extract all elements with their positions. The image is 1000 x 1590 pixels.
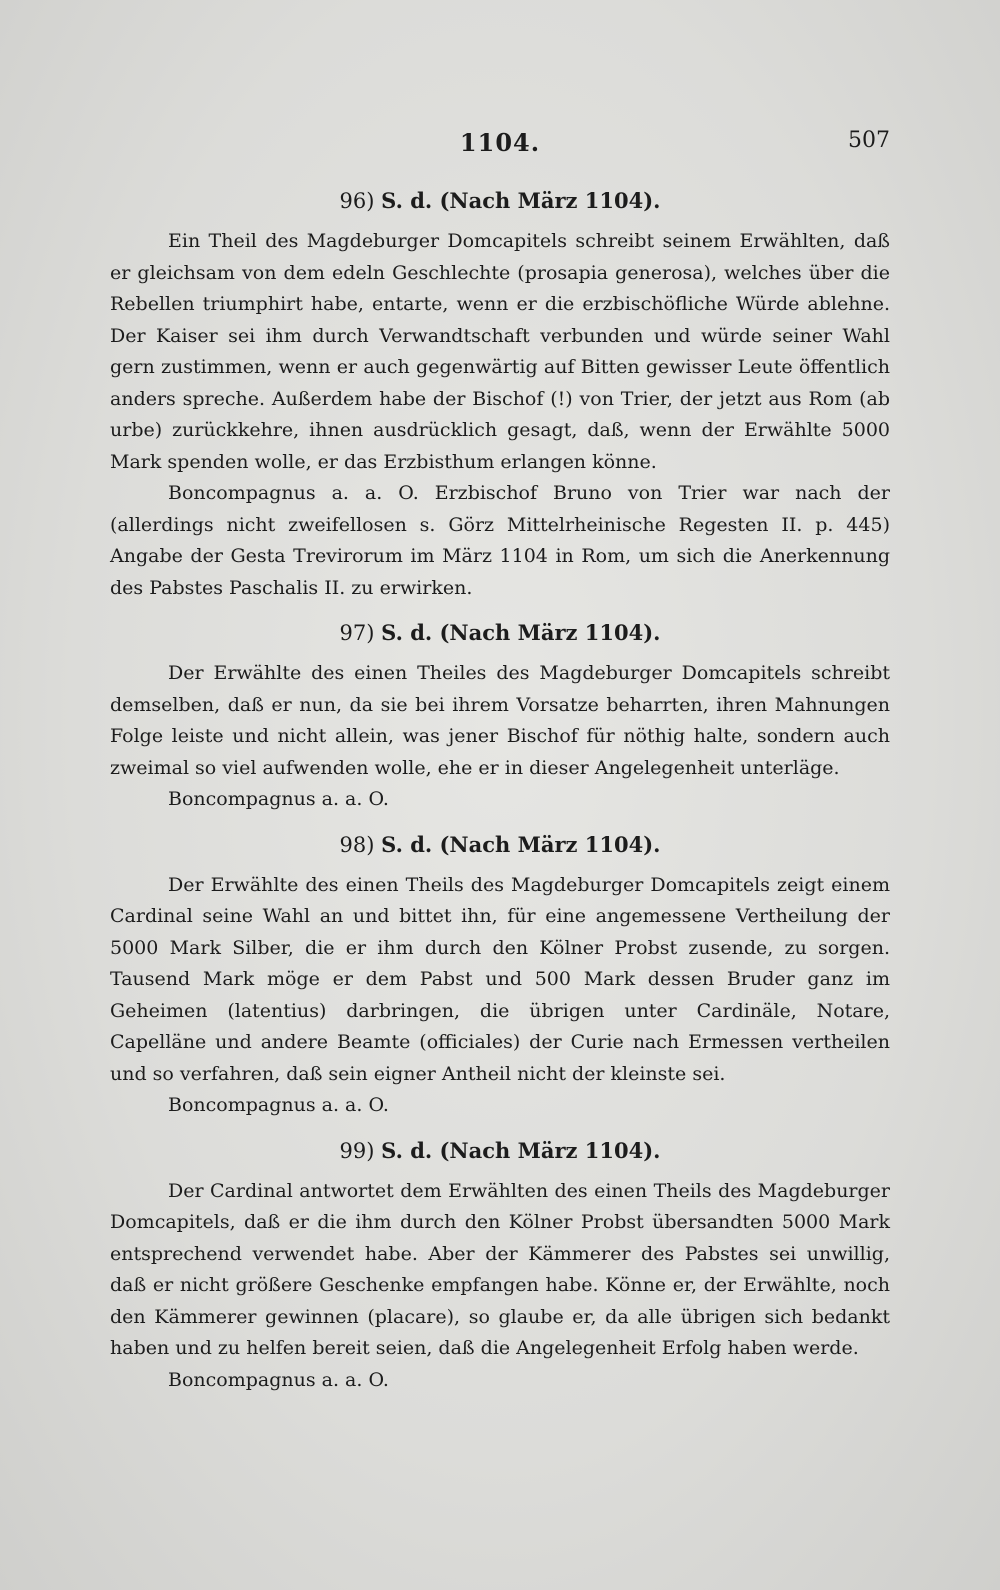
entry-body: Der Cardinal antwortet dem Erwählten des einen Theils des Magdeburger Domcapitels, daß er die ihm durch den Kölner Probst übersandten 5000 Mark entsprechend verwendet habe. Aber der Kämmerer des Pabstes sei unwillig, daß er nicht größere Geschenke empfangen habe. Könne er, der Erwählte, noch den Kämmerer gewinnen (placare), so glaube er, da alle übrigen sich bedankt haben und zu helfen bereit seien, daß die Angelegenheit Erfolg haben werde. [110, 1179, 890, 1359]
entry-96 [110, 186, 890, 604]
entry-heading [110, 186, 890, 216]
entry-heading [110, 830, 890, 860]
entry-body: Ein Theil des Magdeburger Domcapitels schreibt seinem Erwählten, daß er gleichsam von dem edeln Geschlechte (prosapia generosa), welches über die Rebellen triumphirt habe, entarte, wenn er die erzbischöfliche Würde ablehne. Der Kaiser sei ihm durch Verwandtschaft verbunden und würde seiner Wahl gern zustimmen, wenn er auch gegenwärtig auf Bitten gewisser Leute öffentlich anders spreche. Außerdem habe der Bischof (!) von Trier, der jetzt aus Rom (ab urbe) zurückkehre, ihnen ausdrücklich gesagt, daß, wenn der Erwählte 5000 Mark spenden wolle, er das Erzbisthum erlangen könne. [110, 230, 890, 473]
entry-number: 97) [339, 621, 375, 645]
entry-source: Boncompagnus a. a. O. [168, 1368, 389, 1391]
entry-body: Der Erwählte des einen Theiles des Magdeburger Domcapitels schreibt demselben, daß er nun, da sie bei ihrem Vorsatze beharrten, ihren Mahnungen Folge leiste und nicht allein, was jener Bischof für nöthig halte, sondern auch zweimal so viel aufwenden wolle, ehe er in dieser Angelegenheit unterläge. [110, 662, 890, 779]
entry-97 [110, 618, 890, 816]
running-title: 1104. [459, 128, 541, 157]
entry-heading [110, 618, 890, 648]
entry-number: 99) [339, 1138, 375, 1163]
entry-heading [110, 1136, 890, 1166]
entry-98 [110, 830, 890, 1122]
entry-date: S. d. (Nach März 1104). [381, 620, 661, 645]
entry-source: Boncompagnus a. a. O. [168, 788, 389, 810]
entry-date: S. d. (Nach März 1104). [381, 188, 661, 213]
entry-source: Boncompagnus a. a. O. [168, 1094, 389, 1116]
entry-number: 98) [339, 832, 375, 857]
entry-date: S. d. (Nach März 1104). [381, 831, 661, 857]
page-number: 507 [848, 128, 890, 153]
entry-number: 96) [339, 189, 375, 213]
entry-date: S. d. (Nach März 1104). [381, 1137, 661, 1163]
entry-99 [110, 1136, 890, 1397]
page-content [110, 186, 890, 1410]
entry-body: Der Erwählte des einen Theils des Magdeburger Domcapitels zeigt einem Cardinal seine Wahl an und bittet ihn, für eine angemessene Vertheilung der 5000 Mark Silber, die er ihm durch den Kölner Probst zusende, zu sorgen. Tausend Mark möge er dem Pabst und 500 Mark dessen Bruder ganz im Geheimen (latentius) darbringen, die übrigen unter Cardinäle, Notare, Capelläne und andere Beamte (officiales) der Curie nach Ermessen vertheilen und so verfahren, daß sein eigner Antheil nicht der kleinste sei. [110, 873, 890, 1085]
page-header [110, 128, 890, 164]
entry-source: Boncompagnus a. a. O. Erzbischof Bruno von Trier war nach der (allerdings nicht zweifellosen s. Görz Mittelrheinische Regesten II. p. 445) Angabe der Gesta Trevirorum im März 1104 in Rom, um sich die Anerkennung des Pabstes Paschalis II. zu erwirken. [110, 482, 890, 599]
